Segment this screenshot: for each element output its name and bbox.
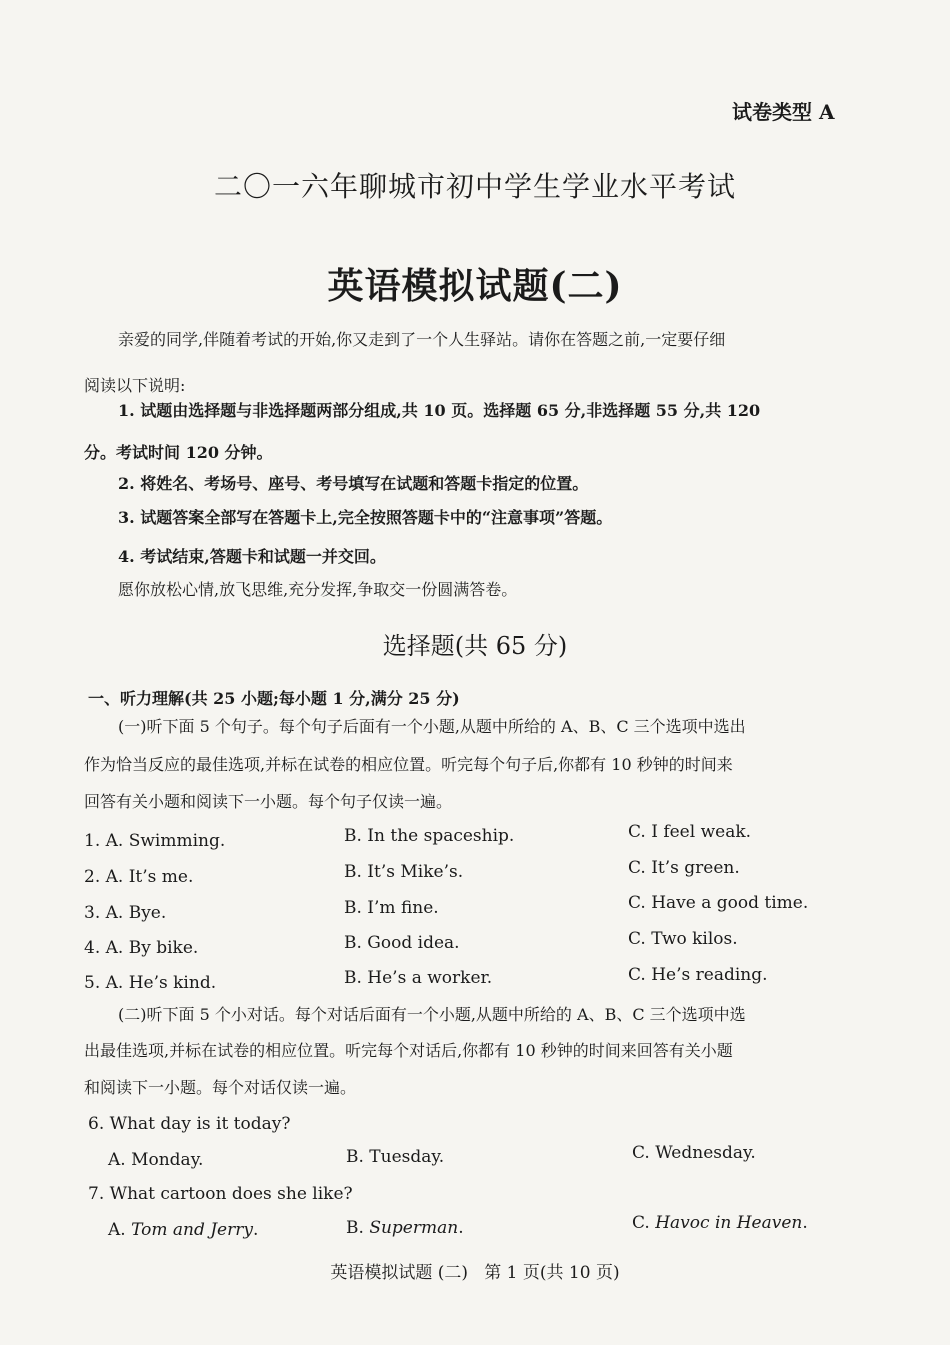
intro-line-2: 阅读以下说明:: [84, 376, 186, 395]
q7-option-c-prefix: C.: [632, 1213, 656, 1233]
q6-option-c: C. Wednesday.: [632, 1143, 756, 1163]
exam-title: 二〇一六年聊城市初中学生学业水平考试: [213, 170, 736, 203]
q6-stem: 6. What day is it today?: [88, 1114, 291, 1134]
q7-option-b-prefix: B.: [346, 1218, 370, 1238]
q6-option-b: B. Tuesday.: [346, 1147, 445, 1167]
instruction-item-1-cont: 分。考试时间 120 分钟。: [84, 443, 273, 462]
q4-option-c: C. Two kilos.: [628, 929, 738, 949]
q7-option-c: [632, 1213, 808, 1233]
q2-option-b: B. It’s Mike’s.: [344, 862, 464, 882]
q7-option-c-end: .: [802, 1213, 808, 1233]
q7-option-a-title: Tom and Jerry: [131, 1220, 253, 1240]
part-title: 一、听力理解(共 25 小题;每小题 1 分,满分 25 分): [88, 689, 460, 708]
q6-option-a: A. Monday.: [108, 1150, 204, 1170]
q7-stem: 7. What cartoon does she like?: [88, 1184, 353, 1204]
q3-option-a: 3. A. Bye.: [84, 903, 167, 923]
q4-option-b: B. Good idea.: [344, 933, 460, 953]
q1-option-b: B. In the spaceship.: [344, 826, 515, 846]
q7-option-a-prefix: A.: [108, 1220, 132, 1240]
q5-option-c: C. He’s reading.: [628, 965, 768, 985]
part1-directions-line-1: (一)听下面 5 个句子。每个句子后面有一个小题,从题中所给的 A、B、C 三个选项中选出: [118, 717, 746, 736]
part1-directions-line-3: 回答有关小题和阅读下一小题。每个句子仅读一遍。: [84, 792, 453, 811]
section-title: 选择题(共 65 分): [382, 632, 568, 660]
part1-directions-line-2: 作为恰当反应的最佳选项,并标在试卷的相应位置。听完每个句子后,你都有 10 秒钟的时间来: [84, 755, 733, 774]
q5-option-a: 5. A. He’s kind.: [84, 973, 217, 993]
q7-option-b-title: Superman: [369, 1218, 459, 1238]
wish-line: 愿你放松心情,放飞思维,充分发挥,争取交一份圆满答卷。: [118, 580, 518, 599]
instruction-item-1: 1. 试题由选择题与非选择题两部分组成,共 10 页。选择题 65 分,非选择题 55 分,共 120: [118, 401, 761, 420]
q1-option-c: C. I feel weak.: [628, 822, 752, 842]
q2-option-c: C. It’s green.: [628, 858, 740, 878]
q7-option-c-title: Havoc in Heaven: [655, 1213, 803, 1233]
q4-option-a: 4. A. By bike.: [84, 938, 199, 958]
page-footer: 英语模拟试题 (二) 第 1 页(共 10 页): [330, 1263, 620, 1283]
intro-line-1: 亲爱的同学,伴随着考试的开始,你又走到了一个人生驿站。请你在答题之前,一定要仔细: [118, 330, 726, 349]
subject-title: 英语模拟试题(二): [327, 265, 623, 307]
paper-type-label: 试卷类型 A: [732, 100, 835, 124]
part2-directions-line-1: (二)听下面 5 个小对话。每个对话后面有一个小题,从题中所给的 A、B、C 三个选项中选: [118, 1005, 746, 1024]
q5-option-b: B. He’s a worker.: [344, 968, 493, 988]
q3-option-c: C. Have a good time.: [628, 893, 809, 913]
instruction-item-3: 3. 试题答案全部写在答题卡上,完全按照答题卡中的“注意事项”答题。: [118, 508, 613, 527]
part2-directions-line-2: 出最佳选项,并标在试卷的相应位置。听完每个对话后,你都有 10 秒钟的时间来回答有关小题: [84, 1041, 733, 1060]
part2-directions-line-3: 和阅读下一小题。每个对话仅读一遍。: [84, 1078, 357, 1097]
instruction-item-2: 2. 将姓名、考场号、座号、考号填写在试题和答题卡指定的位置。: [118, 474, 589, 493]
q2-option-a: 2. A. It’s me.: [84, 867, 194, 887]
q3-option-b: B. I’m fine.: [344, 898, 439, 918]
q7-option-b-end: .: [458, 1218, 464, 1238]
q1-option-a: 1. A. Swimming.: [84, 831, 226, 851]
q7-option-a: [108, 1220, 258, 1240]
q7-option-b: [346, 1218, 464, 1238]
instruction-item-4: 4. 考试结束,答题卡和试题一并交回。: [118, 547, 386, 566]
q7-option-a-end: .: [252, 1220, 259, 1240]
